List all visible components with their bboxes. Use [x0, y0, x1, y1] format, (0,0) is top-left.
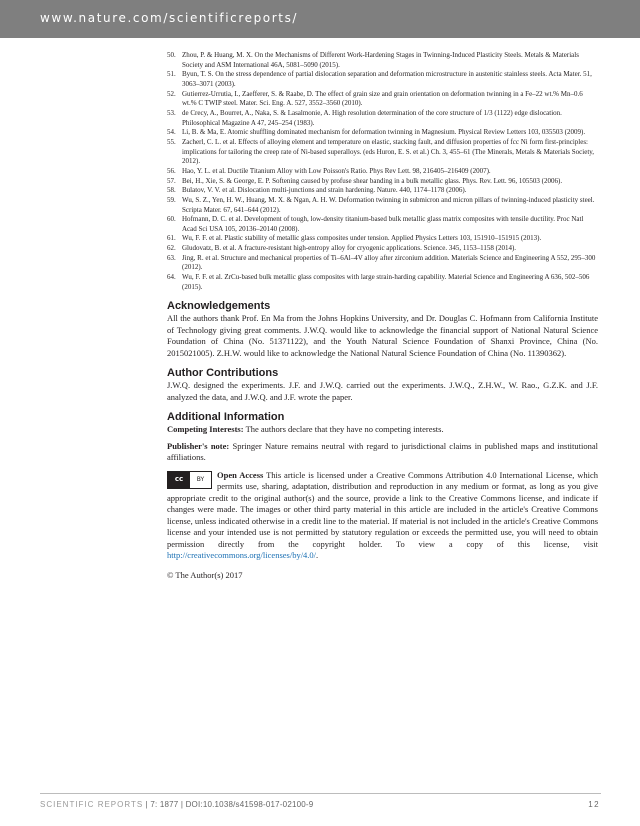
journal-url[interactable]: www.nature.com/scientificreports/	[40, 11, 299, 25]
reference-item	[167, 186, 598, 196]
reference-item	[167, 70, 598, 89]
competing-interests	[167, 424, 598, 436]
reference-item	[167, 244, 598, 254]
reference-number: 62.	[167, 244, 176, 253]
reference-item	[167, 128, 598, 138]
reference-number: 55.	[167, 137, 176, 146]
reference-text: Wu, S. Z., Yen, H. W., Huang, M. X. & Ngan, A. H. W. Deformation twinning in submicron and micron pillars of twinning-induced plasticity steel. Scripta Mater. 67, 641–644 (2012).	[182, 195, 595, 214]
footer-divider	[40, 793, 601, 794]
creative-commons-by-icon	[167, 471, 212, 489]
reference-list	[167, 51, 598, 292]
reference-number: 61.	[167, 234, 176, 243]
additional-information-heading: Additional Information	[167, 411, 285, 424]
publisher-note-label: Publisher's note:	[167, 440, 230, 451]
reference-number: 64.	[167, 273, 176, 282]
reference-number: 58.	[167, 186, 176, 195]
reference-text: Bulatov, V. V. et al. Dislocation multi-junctions and strain hardening. Nature. 440, 1174–1178 (2006).	[182, 186, 467, 195]
reference-text: Jing, R. et al. Structure and mechanical properties of Ti–6Al–4V alloy after zirconium addition. Materials Science and Engineering A 552, 295–300 (2012).	[182, 253, 596, 272]
reference-text: Hofmann, D. C. et al. Development of tough, low-density titanium-based bulk metallic glass matrix composites with tensile ductility. Proc Natl Acad Sci USA 105, 20136–20140 (2008).	[182, 215, 584, 233]
open-access-block	[167, 470, 598, 562]
page-content	[167, 51, 598, 581]
cc-badge-left: cc	[168, 472, 190, 488]
reference-text: de Crecy, A., Bourret, A., Naka, S. & Lasalmonie, A. High resolution determination of the core structure of 1/3 (1122) edge dislocation. Philosophical Magazine A 47, 245–254 (1983).	[182, 108, 562, 127]
reference-text: Zhou, P. & Huang, M. X. On the Mechanisms of Different Work-Hardening Stages in Twinning-Induced Plasticity Steels. Metals & Materials Society and ASM International 46A, 5081–5090 (2015).	[182, 51, 579, 69]
license-link-end: .	[316, 550, 319, 561]
publisher-note-text: Springer Nature remains neutral with regard to jurisdictional claims in published maps and institutional affiliations.	[167, 440, 599, 463]
reference-number: 51.	[167, 70, 176, 79]
page-number: 12	[588, 800, 600, 809]
reference-item	[167, 234, 598, 244]
reference-number: 54.	[167, 128, 176, 137]
reference-item	[167, 196, 598, 215]
reference-number: 53.	[167, 108, 176, 117]
acknowledgements-heading: Acknowledgements	[167, 300, 271, 313]
competing-interests-text: The authors declare that they have no competing interests.	[245, 424, 444, 435]
journal-header-bar	[0, 0, 640, 38]
reference-number: 52.	[167, 89, 176, 98]
reference-item	[167, 51, 598, 70]
reference-number: 50.	[167, 51, 176, 59]
journal-brand	[40, 800, 143, 809]
open-access-text: This article is licensed under a Creative Commons Attribution 4.0 International License, which permits use, sharing, adaptation, distribution and reproduction in any medium or format, as long as you give appropriate credit to the original author(s) and the source, provide a link to the Creative Commons license, and indicate if changes were made. The images or other third party material in this article are included in the article's Creative Commons license, unless indicated otherwise in a credit line to the material. If material is not included in the article's Creative Commons license and your intended use is not permitted by statutory regulation or exceeds the permitted use, you will need to obtain permission directly from the copyright holder. To view a copy of this license, visit	[167, 469, 598, 549]
reference-item	[167, 90, 598, 109]
reference-text: Li, B. & Ma, E. Atomic shuffling dominated mechanism for deformation twinning in Magnesium. Physical Review Letters 103, 035503 (2009).	[182, 128, 586, 137]
reference-item	[167, 138, 598, 167]
copyright-notice: © The Author(s) 2017	[167, 569, 243, 580]
brand-scientific: SCIENTIFIC	[40, 800, 95, 809]
reference-number: 60.	[167, 215, 176, 224]
reference-text: Wu, F. F. et al. Plastic stability of metallic glass composites under tension. Applied Physics Letters 103, 151910–151915 (2013).	[182, 234, 542, 243]
reference-text: Gutierrez-Urrutia, I., Zaefferer, S. & Raabe, D. The effect of grain size and grain orientation on deformation twinning in a Fe–22 wt.% Mn–0.6 wt.% C TWIP steel. Mater. Sci. Eng. A. 527, 3552–3560 (2010).	[182, 89, 583, 108]
acknowledgements-text: All the authors thank Prof. En Ma from the Johns Hopkins University, and Dr. Douglas C. Hofmann from California Institute of Technology giving great comments. J.W.Q. would like to acknowledge the financial support of National Natural Science Foundation of China (No. 51371122), and the Youth Natural Science Foundation of Shanxi Province, China (No. 2015021005). Z.H.W. would like to acknowledge the National Natural Science Foundation of China (No. 11390362).	[167, 313, 598, 358]
reference-item	[167, 215, 598, 234]
reference-number: 59.	[167, 195, 176, 204]
cc-badge-right: BY	[196, 476, 205, 484]
reference-item	[167, 254, 598, 273]
reference-text: Wu, F. F. et al. ZrCu-based bulk metallic glass composites with large strain-harding capability. Material Science and Engineering A 636, 502–506 (2015).	[182, 273, 590, 291]
footer-citation: | 7: 1877 | DOI:10.1038/s41598-017-02100-9	[145, 800, 314, 809]
reference-item	[167, 273, 598, 292]
reference-item	[167, 167, 598, 177]
author-contributions-text: J.W.Q. designed the experiments. J.F. and J.W.Q. carried out the experiments. J.W.Q., Z.H.W., W. Rao., G.Z.K. and J.F. analyzed the data, and J.W.Q. and J.F. wrote the paper.	[167, 380, 598, 402]
reference-number: 57.	[167, 176, 176, 185]
reference-text: Bei, H., Xie, S. & George, E. P. Softening caused by profuse shear banding in a bulk metallic glass. Phys. Rev. Lett. 96, 105503 (2006).	[182, 176, 563, 185]
author-contributions-heading: Author Contributions	[167, 367, 279, 380]
reference-text: Hao, Y. L. et al. Ductile Titanium Alloy with Low Poisson's Ratio. Phys Rev Lett. 98, 216405–216409 (2007).	[182, 166, 491, 175]
open-access-label: Open Access	[217, 469, 264, 480]
reference-item	[167, 109, 598, 128]
brand-reports: REPORTS	[97, 800, 144, 809]
license-link[interactable]: http://creativecommons.org/licenses/by/4.0/	[167, 550, 317, 561]
competing-interests-label: Competing Interests:	[167, 424, 244, 435]
reference-item	[167, 177, 598, 187]
page-footer	[40, 800, 313, 809]
reference-text: Zacherl, C. L. et al. Effects of alloying element and temperature on elastic, stacking fault, and diffusion properties of fcc Ni form first-principles: implications for tailoring the creep rate of Ni-based superalloys. (eds Huron, E. S. et al.) Ch. 3, 455–61 (The Minerals, Metals & Materials Society, 2012).	[182, 137, 595, 166]
reference-number: 56.	[167, 166, 176, 175]
reference-number: 63.	[167, 253, 176, 262]
publisher-note	[167, 441, 598, 464]
reference-text: Byun, T. S. On the stress dependence of partial dislocation separation and deformation microstructure in austenitic stainless steels. Acta Mater. 51, 3063–3071 (2003).	[182, 70, 592, 88]
reference-text: Gludovatz, B. et al. A fracture-resistant high-entropy alloy for cryogenic applications. Science. 345, 1153–1158 (2014).	[182, 244, 517, 253]
